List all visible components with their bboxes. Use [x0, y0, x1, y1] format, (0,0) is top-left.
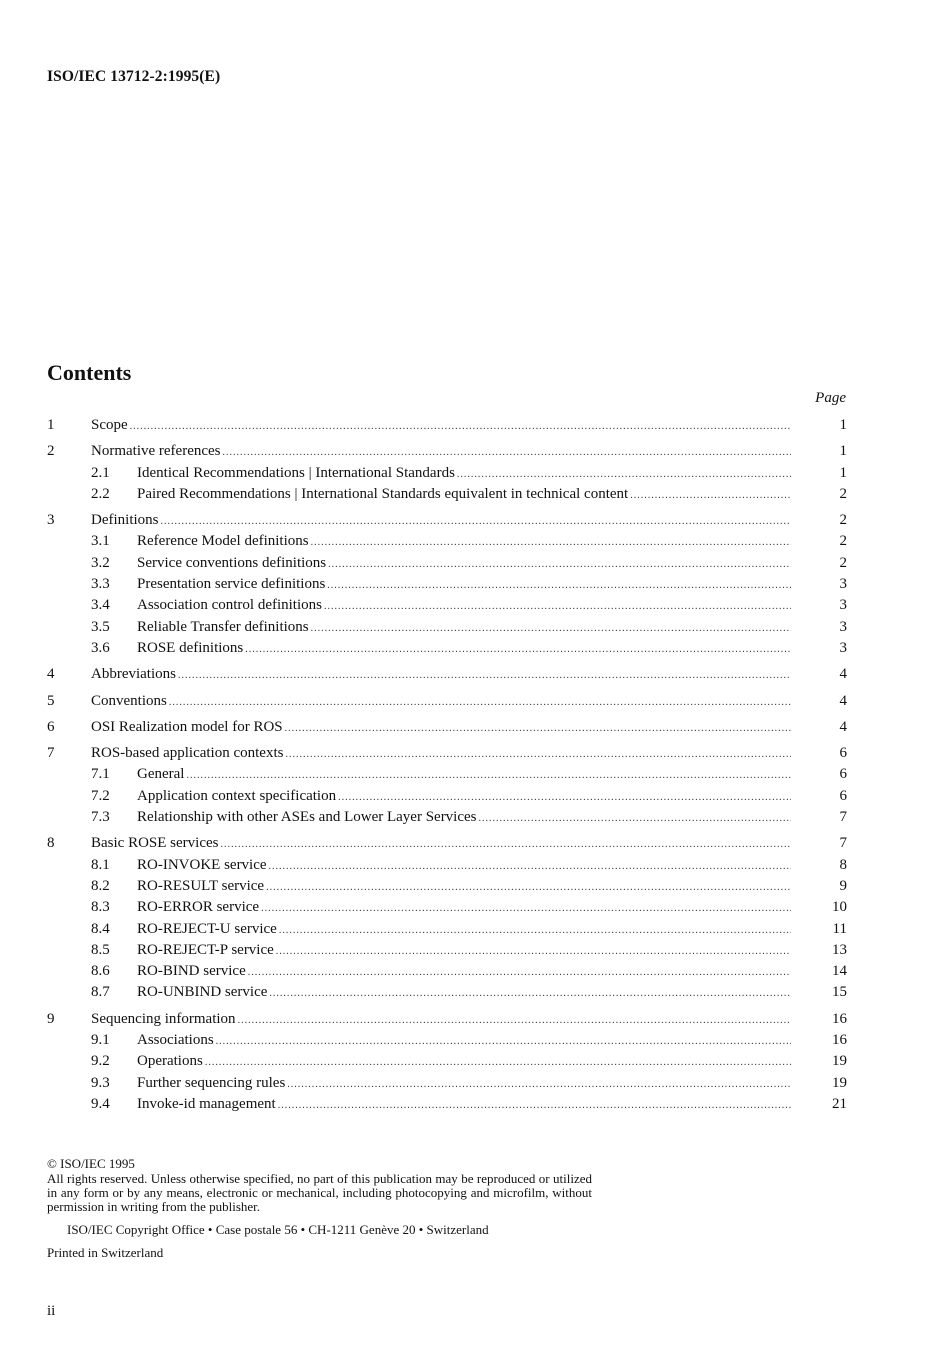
toc-entry-title: Paired Recommendations | International Standards equivalent in technical content [137, 485, 629, 502]
toc-subsection-entry[interactable] [47, 1030, 847, 1051]
dot-leader [630, 485, 791, 506]
toc-section-entry[interactable] [47, 415, 847, 436]
toc-section-entry[interactable] [47, 691, 847, 712]
toc-entry-page: 4 [839, 666, 847, 683]
rights-statement: All rights reserved. Unless otherwise specified, no part of this publication may be reproduced or utilized in any form or by any means, electronic or mechanical, including photocopying and microfilm, without permission in writing from the publisher. [47, 1171, 592, 1214]
toc-entry-title: Invoke-id management [137, 1095, 276, 1112]
toc-subsection-entry[interactable] [47, 961, 847, 982]
toc-subsection-entry[interactable] [47, 897, 847, 918]
toc-entry-number: 8 [47, 835, 55, 852]
table-of-contents [47, 415, 847, 1115]
toc-entry-text [137, 484, 791, 506]
toc-entry-page: 19 [832, 1053, 847, 1070]
toc-entry-page: 2 [839, 512, 847, 529]
toc-entry-page: 4 [839, 692, 847, 709]
toc-subsection-entry[interactable] [47, 982, 847, 1003]
copyright-office-address: ISO/IEC Copyright Office • Case postale 56 • CH-1211 Genève 20 • Switzerland [67, 1222, 489, 1237]
toc-entry-text [137, 1073, 791, 1095]
toc-entry-page: 1 [839, 443, 847, 460]
toc-entry-text [91, 664, 791, 686]
toc-entry-text [137, 982, 791, 1004]
dot-leader [328, 554, 791, 575]
toc-entry-number: 9.1 [91, 1032, 110, 1049]
printed-in: Printed in Switzerland [47, 1245, 164, 1260]
toc-entry-page: 6 [839, 766, 847, 783]
toc-entry-title: Identical Recommendations | International Standards [137, 464, 455, 481]
toc-subsection-entry[interactable] [47, 1073, 847, 1094]
toc-entry-number: 6 [47, 718, 55, 735]
toc-entry-title: RO-ERROR service [137, 899, 260, 916]
toc-subsection-entry[interactable] [47, 1051, 847, 1072]
toc-entry-number: 9.4 [91, 1095, 110, 1112]
dot-leader [269, 856, 791, 877]
toc-subsection-entry[interactable] [47, 617, 847, 638]
copyright-year: © ISO/IEC 1995 [47, 1156, 135, 1171]
toc-entry-page: 6 [839, 745, 847, 762]
toc-entry-title: Definitions [91, 512, 159, 529]
toc-entry-title: Basic ROSE services [91, 835, 219, 852]
toc-entry-text [137, 595, 791, 617]
dot-leader [327, 575, 791, 596]
toc-entry-page: 3 [839, 618, 847, 635]
toc-entry-title: RO-REJECT-U service [137, 920, 277, 937]
dot-leader [311, 618, 791, 639]
toc-entry-number: 9.2 [91, 1053, 110, 1070]
toc-entry-text [137, 961, 791, 983]
toc-subsection-entry[interactable] [47, 1094, 847, 1115]
toc-entry-page: 15 [832, 984, 847, 1001]
toc-entry-page: 19 [832, 1074, 847, 1091]
toc-entry-page: 16 [832, 1010, 847, 1027]
dot-leader [269, 983, 791, 1004]
toc-entry-page: 3 [839, 639, 847, 656]
toc-entry-page: 3 [839, 597, 847, 614]
dot-leader [248, 962, 791, 983]
toc-entry-number: 8.2 [91, 877, 110, 894]
toc-entry-number: 7.1 [91, 766, 110, 783]
toc-entry-title: RO-INVOKE service [137, 856, 267, 873]
dot-leader [223, 442, 791, 463]
toc-entry-text [91, 833, 791, 855]
toc-section-entry[interactable] [47, 743, 847, 764]
toc-entry-page: 3 [839, 576, 847, 593]
toc-entry-text [137, 786, 791, 808]
toc-entry-page: 4 [839, 718, 847, 735]
toc-entry-page: 6 [839, 787, 847, 804]
toc-entry-page: 13 [832, 941, 847, 958]
toc-entry-number: 3.2 [91, 554, 110, 571]
toc-entry-title: RO-REJECT-P service [137, 941, 274, 958]
toc-subsection-entry[interactable] [47, 574, 847, 595]
copyright-block [47, 1157, 607, 1260]
toc-entry-number: 9.3 [91, 1074, 110, 1091]
dot-leader [278, 1095, 791, 1116]
toc-entry-text [137, 919, 791, 941]
toc-entry-title: Application context specification [137, 787, 337, 804]
toc-entry-number: 3.3 [91, 576, 110, 593]
toc-entry-number: 8.5 [91, 941, 110, 958]
toc-entry-page: 1 [839, 464, 847, 481]
toc-entry-text [91, 1009, 791, 1031]
toc-section-entry[interactable] [47, 1009, 847, 1030]
toc-entry-text [137, 553, 791, 575]
toc-entry-title: Association control definitions [137, 597, 322, 614]
toc-entry-text [137, 897, 791, 919]
toc-entry-title: ROS-based application contexts [91, 745, 284, 762]
toc-subsection-entry[interactable] [47, 855, 847, 876]
dot-leader [324, 596, 791, 617]
document-id: ISO/IEC 13712-2:1995(E) [47, 68, 221, 85]
toc-entry-text [137, 463, 791, 485]
toc-entry-page: 10 [832, 899, 847, 916]
dot-leader [479, 808, 791, 829]
toc-entry-title: Abbreviations [91, 666, 176, 683]
toc-section-entry[interactable] [47, 510, 847, 531]
dot-leader [279, 920, 791, 941]
toc-entry-number: 2 [47, 443, 55, 460]
toc-entry-number: 7.3 [91, 809, 110, 826]
toc-entry-title: RO-RESULT service [137, 877, 265, 894]
toc-entry-title: Reference Model definitions [137, 533, 309, 550]
toc-subsection-entry[interactable] [47, 786, 847, 807]
toc-entry-number: 8.6 [91, 963, 110, 980]
toc-entry-number: 5 [47, 692, 55, 709]
dot-leader [285, 718, 791, 739]
dot-leader [220, 834, 791, 855]
toc-entry-title: Conventions [91, 692, 167, 709]
toc-subsection-entry[interactable] [47, 638, 847, 659]
toc-subsection-entry[interactable] [47, 764, 847, 785]
toc-entry-page: 8 [839, 856, 847, 873]
toc-entry-text [137, 638, 791, 660]
toc-section-entry[interactable] [47, 441, 847, 462]
toc-entry-page: 2 [839, 533, 847, 550]
toc-entry-title: RO-BIND service [137, 963, 246, 980]
toc-entry-text [137, 1051, 791, 1073]
toc-entry-number: 8.4 [91, 920, 110, 937]
toc-entry-title: Service conventions definitions [137, 554, 327, 571]
toc-subsection-entry[interactable] [47, 876, 847, 897]
toc-entry-title: Relationship with other ASEs and Lower Layer Services [137, 809, 477, 826]
toc-entry-number: 9 [47, 1010, 55, 1027]
toc-entry-title: RO-UNBIND service [137, 984, 268, 1001]
toc-entry-title: Reliable Transfer definitions [137, 618, 309, 635]
toc-entry-text [137, 807, 791, 829]
page-number: ii [47, 1303, 56, 1319]
toc-entry-text [137, 1094, 791, 1116]
toc-entry-page: 7 [839, 835, 847, 852]
toc-entry-number: 3 [47, 512, 55, 529]
toc-entry-text [137, 531, 791, 553]
dot-leader [186, 765, 791, 786]
toc-entry-title: Scope [91, 417, 128, 433]
dot-leader [178, 665, 791, 686]
toc-entry-page: 16 [832, 1032, 847, 1049]
toc-entry-text [137, 855, 791, 877]
toc-entry-text [91, 441, 791, 463]
toc-entry-text [137, 574, 791, 596]
toc-entry-title: ROSE definitions [137, 639, 244, 656]
toc-entry-text [137, 617, 791, 639]
toc-entry-page: 2 [839, 554, 847, 571]
toc-entry-text [91, 691, 791, 713]
toc-entry-number: 4 [47, 666, 55, 683]
toc-subsection-entry[interactable] [47, 553, 847, 574]
toc-entry-page: 1 [839, 417, 847, 433]
toc-entry-number: 8.1 [91, 856, 110, 873]
dot-leader [205, 1052, 791, 1073]
toc-entry-number: 3.4 [91, 597, 110, 614]
dot-leader [287, 1074, 791, 1095]
toc-subsection-entry[interactable] [47, 919, 847, 940]
toc-subsection-entry[interactable] [47, 463, 847, 484]
dot-leader [169, 692, 791, 713]
toc-entry-text [137, 876, 791, 898]
toc-entry-text [91, 415, 791, 437]
toc-entry-text [137, 1030, 791, 1052]
dot-leader [161, 511, 792, 532]
toc-entry-page: 7 [839, 809, 847, 826]
dot-leader [130, 416, 791, 437]
toc-subsection-entry[interactable] [47, 484, 847, 505]
toc-entry-number: 1 [47, 417, 55, 433]
toc-entry-title: Associations [137, 1032, 214, 1049]
toc-entry-title: Presentation service definitions [137, 576, 326, 593]
dot-leader [238, 1010, 791, 1031]
dot-leader [266, 877, 791, 898]
dot-leader [285, 744, 791, 765]
toc-entry-page: 9 [839, 877, 847, 894]
toc-subsection-entry[interactable] [47, 595, 847, 616]
contents-heading: Contents [47, 360, 132, 385]
toc-entry-title: General [137, 766, 185, 783]
toc-section-entry[interactable] [47, 833, 847, 854]
toc-entry-page: 11 [832, 920, 847, 937]
toc-entry-number: 3.5 [91, 618, 110, 635]
toc-entry-title: Further sequencing rules [137, 1074, 286, 1091]
toc-entry-number: 7 [47, 745, 55, 762]
dot-leader [457, 464, 791, 485]
toc-entry-text [137, 764, 791, 786]
dot-leader [261, 898, 791, 919]
toc-entry-number: 2.1 [91, 464, 110, 481]
toc-entry-title: OSI Realization model for ROS [91, 718, 283, 735]
toc-subsection-entry[interactable] [47, 940, 847, 961]
toc-entry-text [91, 717, 791, 739]
toc-entry-number: 3.1 [91, 533, 110, 550]
dot-leader [245, 639, 791, 660]
toc-entry-page: 2 [839, 485, 847, 502]
toc-entry-number: 8.3 [91, 899, 110, 916]
toc-entry-page: 14 [832, 963, 847, 980]
toc-entry-number: 7.2 [91, 787, 110, 804]
toc-entry-text [137, 940, 791, 962]
page-column-label: Page [815, 390, 846, 406]
toc-entry-page: 21 [832, 1095, 847, 1112]
toc-entry-text [91, 743, 791, 765]
dot-leader [276, 941, 791, 962]
toc-section-entry[interactable] [47, 664, 847, 685]
dot-leader [338, 787, 791, 808]
toc-entry-title: Operations [137, 1053, 203, 1070]
toc-entry-number: 8.7 [91, 984, 110, 1001]
toc-subsection-entry[interactable] [47, 807, 847, 828]
toc-section-entry[interactable] [47, 717, 847, 738]
toc-subsection-entry[interactable] [47, 531, 847, 552]
toc-entry-title: Normative references [91, 443, 221, 460]
toc-entry-text [91, 510, 791, 532]
dot-leader [311, 532, 791, 553]
dot-leader [216, 1031, 791, 1052]
toc-entry-number: 2.2 [91, 485, 110, 502]
toc-entry-title: Sequencing information [91, 1010, 236, 1027]
toc-entry-number: 3.6 [91, 639, 110, 656]
